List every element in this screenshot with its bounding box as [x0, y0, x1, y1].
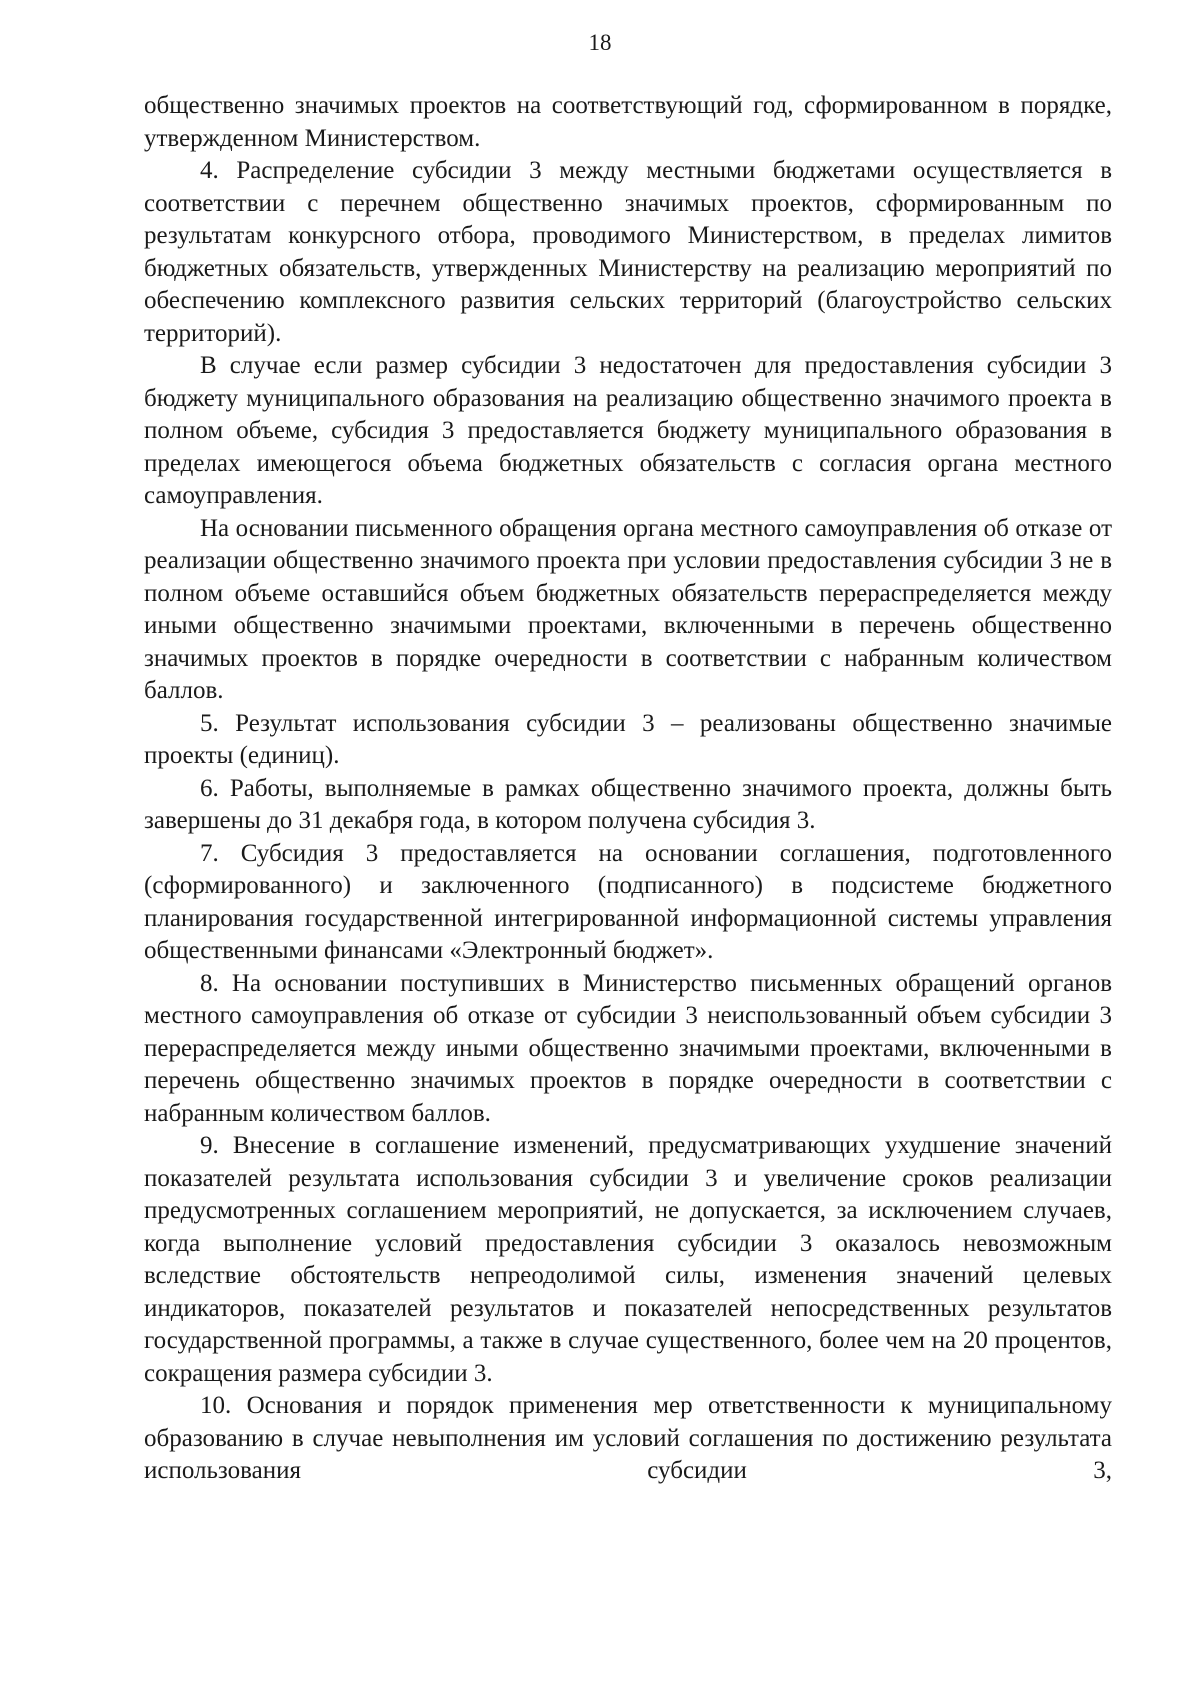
paragraph-item-7: 7. Субсидия 3 предоставляется на основании соглашения, подготовленного (сформированного) и заключенного (подписанного) в подсистеме бюджетного планирования государственной интегрированной информационной системы управления общественными финансами «Электронный бюджет». — [144, 839, 1112, 964]
document-body — [144, 90, 1112, 1488]
paragraph-item-8: 8. На основании поступивших в Министерство письменных обращений органов местного самоуправления об отказе от субсидии 3 неиспользованный объем субсидии 3 перераспределяется между иными общественно значимыми проектами, включенными в перечень общественно значимых проектов в порядке очередности в соответствии с набранным количеством баллов. — [144, 969, 1112, 1127]
paragraph-item-6: 6. Работы, выполняемые в рамках общественно значимого проекта, должны быть завершены до 31 декабря года, в котором получена субсидия 3. — [144, 774, 1112, 834]
page-number: 18 — [588, 30, 612, 55]
paragraph-item-4: 4. Распределение субсидии 3 между местными бюджетами осуществляется в соответствии с перечнем общественно значимых проектов, сформированным по результатам конкурсного отбора, проводимого Министерством, в пределах лимитов бюджетных обязательств, утвержденных Министерству на реализацию мероприятий по обеспечению комплексного развития сельских территорий (благоустройство сельских территорий). — [144, 157, 1112, 347]
paragraph-continuation: общественно значимых проектов на соответствующий год, сформированном в порядке, утвержденном Министерством. — [144, 92, 1112, 152]
paragraph-refusal-redistribution: На основании письменного обращения органа местного самоуправления об отказе от реализации общественно значимого проекта при условии предоставления субсидии 3 не в полном объеме оставшийся объем бюджетных обязательств перераспределяется между иными общественно значимыми проектами, включенными в перечень общественно значимых проектов в порядке очередности в соответствии с набранным количеством баллов. — [144, 514, 1112, 704]
paragraph-item-5: 5. Результат использования субсидии 3 – реализованы общественно значимые проекты (единиц). — [144, 709, 1112, 769]
paragraph-item-9: 9. Внесение в соглашение изменений, предусматривающих ухудшение значений показателей результата использования субсидии 3 и увеличение сроков реализации предусмотренных соглашением мероприятий, не допускается, за исключением случаев, когда выполнение условий предоставления субсидии 3 оказалось невозможным вследствие обстоятельств непреодолимой силы, изменения значений целевых индикаторов, показателей результатов и показателей непосредственных результатов государственной программы, а также в случае существенного, более чем на 20 процентов, сокращения размера субсидии 3. — [144, 1132, 1112, 1387]
paragraph-insufficient-subsidy: В случае если размер субсидии 3 недостаточен для предоставления субсидии 3 бюджету муниципального образования на реализацию общественно значимого проекта в полном объеме, субсидия 3 предоставляется бюджету муниципального образования в пределах имеющегося объема бюджетных обязательств с согласия органа местного самоуправления. — [144, 352, 1112, 509]
paragraph-item-10: 10. Основания и порядок применения мер ответственности к муниципальному образованию в случае невыполнения им условий соглашения по достижению результата использования субсидии 3, — [144, 1392, 1112, 1484]
